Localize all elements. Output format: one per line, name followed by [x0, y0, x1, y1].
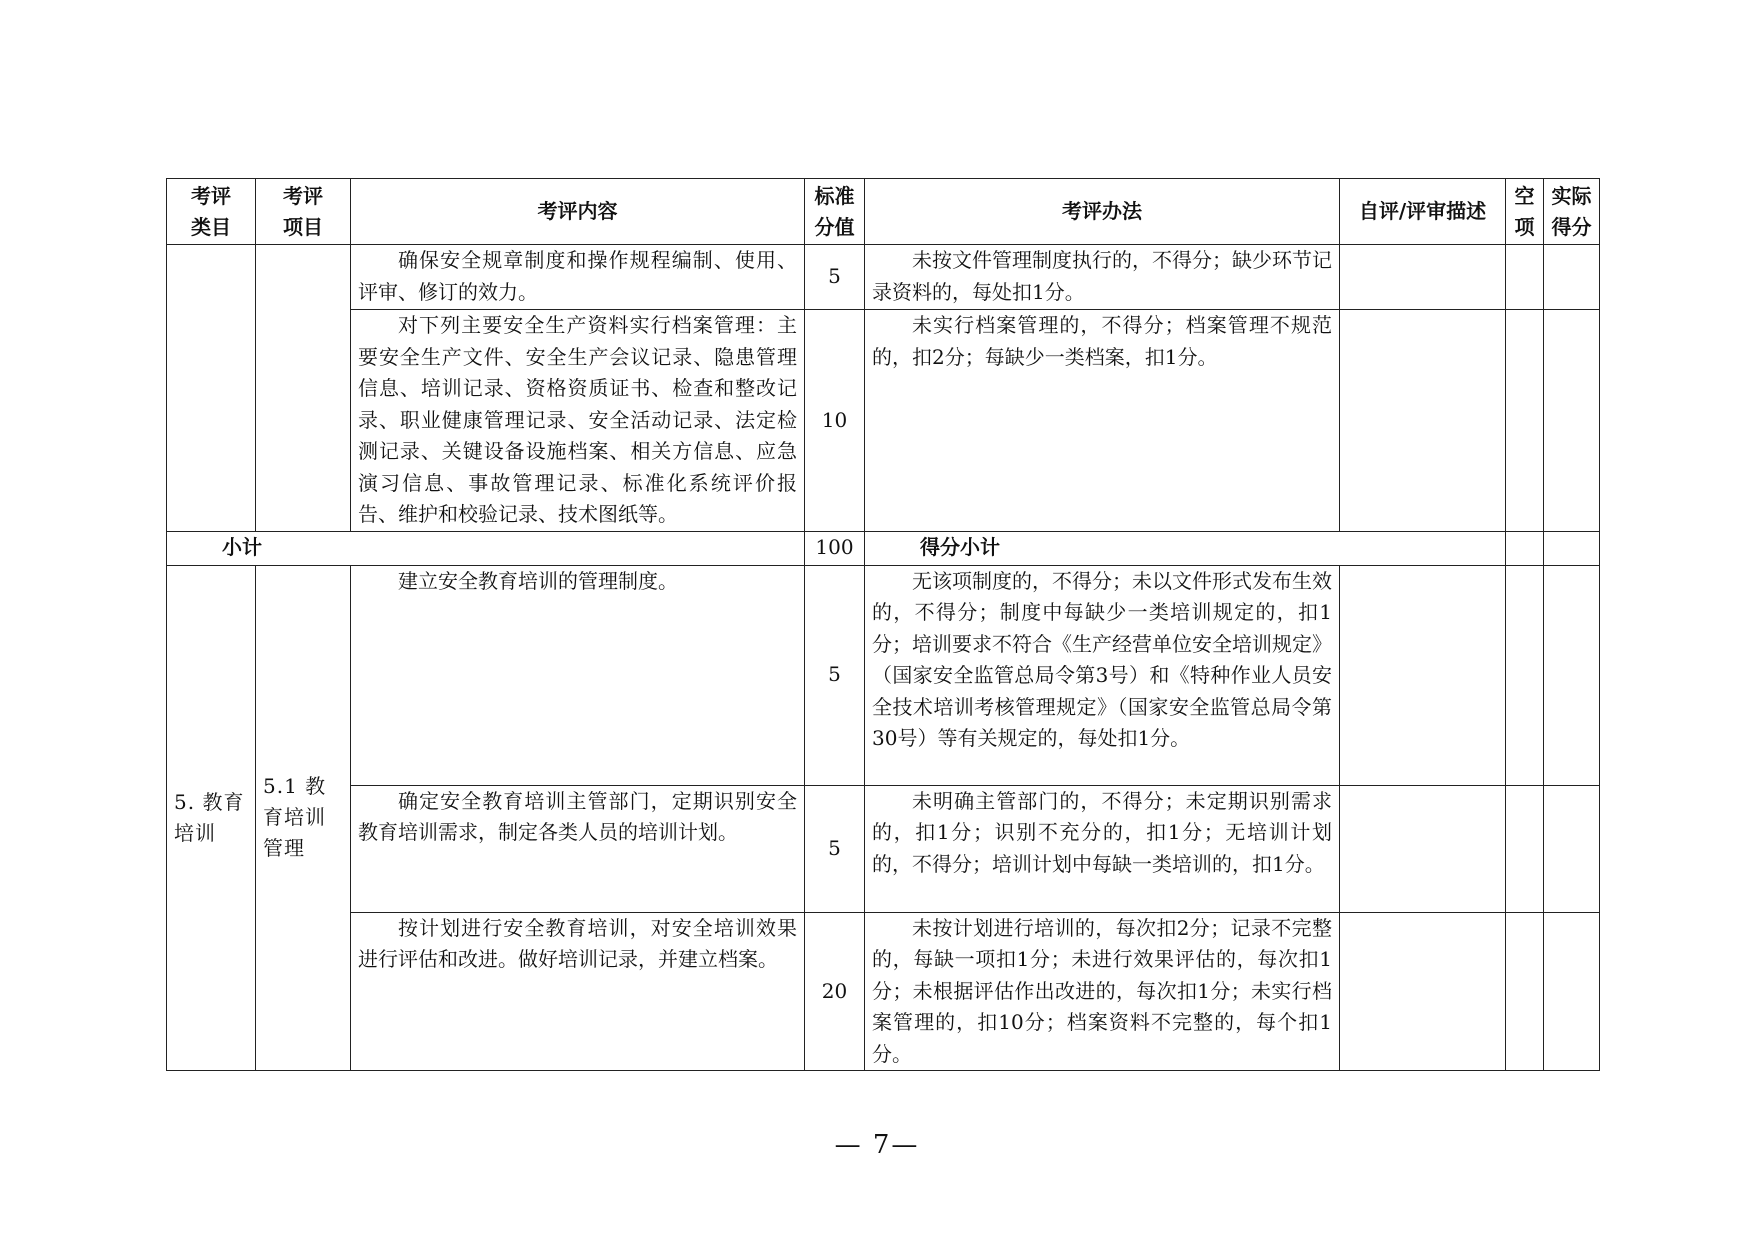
score-cell: 10	[805, 310, 865, 532]
subtotal-label: 小计	[167, 531, 805, 565]
actual-score-cell	[1544, 912, 1600, 1071]
method-cell: 未按文件管理制度执行的，不得分；缺少环节记录资料的，每处扣1分。	[865, 245, 1340, 310]
header-description: 自评/评审描述	[1340, 179, 1506, 245]
blank-item-cell	[1506, 565, 1544, 785]
actual-score-cell	[1544, 245, 1600, 310]
header-content: 考评内容	[351, 179, 805, 245]
content-cell: 对下列主要安全生产资料实行档案管理：主要安全生产文件、安全生产会议记录、隐患管理信息、培训记录、资格资质证书、检查和整改记录、职业健康管理记录、安全活动记录、法定检测记录、关键设备设施档案、相关方信息、应急演习信息、事故管理记录、标准化系统评价报告、维护和校验记录、技术图纸等。	[351, 310, 805, 532]
header-standard-score: 标准分值	[805, 179, 865, 245]
table-row	[167, 912, 1600, 1071]
method-cell: 未明确主管部门的，不得分；未定期识别需求的，扣1分；识别不充分的，扣1分；无培训计划的，不得分；培训计划中每缺一类培训的，扣1分。	[865, 785, 1340, 912]
table-row	[167, 310, 1600, 532]
actual-score-cell	[1544, 310, 1600, 532]
header-row	[167, 179, 1600, 245]
header-actual-score: 实际得分	[1544, 179, 1600, 245]
blank-item-cell	[1506, 912, 1544, 1071]
actual-score-cell	[1544, 531, 1600, 565]
score-cell: 5	[805, 565, 865, 785]
actual-score-cell	[1544, 565, 1600, 785]
subtotal-row	[167, 531, 1600, 565]
category-cell-empty	[167, 245, 256, 532]
method-cell: 无该项制度的，不得分；未以文件形式发布生效的，不得分；制度中每缺少一类培训规定的，扣1分；培训要求不符合《生产经营单位安全培训规定》（国家安全监管总局令第3号）和《特种作业人员安全技术培训考核管理规定》（国家安全监管总局令第30号）等有关规定的，每处扣1分。	[865, 565, 1340, 785]
score-cell: 5	[805, 785, 865, 912]
description-cell	[1340, 245, 1506, 310]
score-cell: 5	[805, 245, 865, 310]
item-cell-empty	[256, 245, 351, 532]
content-cell: 确定安全教育培训主管部门，定期识别安全教育培训需求，制定各类人员的培训计划。	[351, 785, 805, 912]
content-cell: 建立安全教育培训的管理制度。	[351, 565, 805, 785]
blank-item-cell	[1506, 785, 1544, 912]
description-cell	[1340, 912, 1506, 1071]
score-cell: 20	[805, 912, 865, 1071]
header-method: 考评办法	[865, 179, 1340, 245]
table-row	[167, 565, 1600, 785]
page-number: — 7—	[834, 1130, 920, 1160]
content-cell: 确保安全规章制度和操作规程编制、使用、评审、修订的效力。	[351, 245, 805, 310]
blank-item-cell	[1506, 310, 1544, 532]
actual-score-cell	[1544, 785, 1600, 912]
table-row	[167, 245, 1600, 310]
method-cell: 未实行档案管理的，不得分；档案管理不规范的，扣2分；每缺少一类档案，扣1分。	[865, 310, 1340, 532]
header-item: 考评项目	[256, 179, 351, 245]
subtotal-score: 100	[805, 531, 865, 565]
header-category: 考评类目	[167, 179, 256, 245]
description-cell	[1340, 785, 1506, 912]
method-cell: 未按计划进行培训的，每次扣2分；记录不完整的，每缺一项扣1分；未进行效果评估的，每次扣1分；未根据评估作出改进的，每次扣1分；未实行档案管理的，扣10分；档案资料不完整的，每个扣1分。	[865, 912, 1340, 1071]
blank-item-cell	[1506, 531, 1544, 565]
blank-item-cell	[1506, 245, 1544, 310]
category-cell: 5. 教育培训	[167, 565, 256, 1071]
evaluation-table	[166, 178, 1600, 1071]
score-subtotal-label: 得分小计	[865, 531, 1506, 565]
content-cell: 按计划进行安全教育培训，对安全培训效果进行评估和改进。做好培训记录，并建立档案。	[351, 912, 805, 1071]
description-cell	[1340, 310, 1506, 532]
table-row	[167, 785, 1600, 912]
description-cell	[1340, 565, 1506, 785]
header-blank-item: 空项	[1506, 179, 1544, 245]
item-cell: 5.1 教育培训管理	[256, 565, 351, 1071]
